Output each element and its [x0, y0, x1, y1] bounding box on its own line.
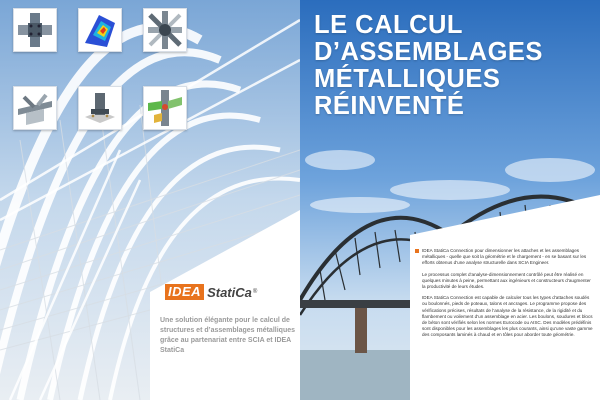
- thumbnail-beam-joint: [143, 86, 187, 130]
- thumbnail-truss-connection: [13, 86, 57, 130]
- body-text: [422, 248, 594, 344]
- body-paragraph-1: IDEA StatiCa Connection pour dimensionner les attaches et les assemblages métalliques - quelle que soit la géométrie et le chargement - en se basant sur les efforts obtenus d’une analyse structurelle dans SCIA Engineer.: [422, 248, 587, 266]
- tagline: Une solution élégante pour le calcul de structures et d’assemblages métalliques grâce au partenariat entre SCIA et IDEA StatiCa: [160, 317, 295, 354]
- body-paragraph-2: Le processus complet d’analyse-dimensionnement contrôlé peut être réalisé en quelques minutes à peine, permettant aux ingénieurs et constructeurs d’augmenter la productivité de leurs études.: [422, 271, 591, 290]
- body-paragraph-3: IDEA StatiCa Connection est capable de calculer tous les types d’attaches soudés ou boulonnés, pieds de poteaux, talons et ancrages. Le programme propose des vérifications précises, résultats de l’analyse de la résistance, de la rigidité et du flambement ou voilement d’un assemblage en acier. Les boulons, soudures et blocs de béton sont vérifiés selon les normes Eurocode ou AISC. Des modèles prédéfinis sont disponibles pour les assemblages les plus courants, ainsi qu’une vaste gamme des composants laminés à chaud et en tôles pour aborder toute géométrie.: [422, 295, 593, 338]
- logo-registered: ®: [252, 289, 258, 295]
- headline-line-4: RÉINVENTÉ: [314, 92, 465, 120]
- headline-line-1: LE CALCUL: [314, 11, 463, 39]
- accent-bullet: [415, 249, 419, 253]
- logo-idea: IDEA: [165, 284, 204, 300]
- logo-statica: StatiCa: [207, 284, 252, 300]
- right-page: [300, 0, 600, 400]
- thumbnail-column-base: [78, 86, 122, 130]
- idea-statica-logo: [165, 283, 257, 301]
- headline-line-3: MÉTALLIQUES: [314, 65, 501, 93]
- headline: [314, 12, 600, 120]
- thumbnail-steel-joint: [13, 8, 57, 52]
- headline-line-2: D’ASSEMBLAGES: [314, 38, 543, 66]
- thumbnail-tube-node: [143, 8, 187, 52]
- thumbnail-stress-plot: [78, 8, 122, 52]
